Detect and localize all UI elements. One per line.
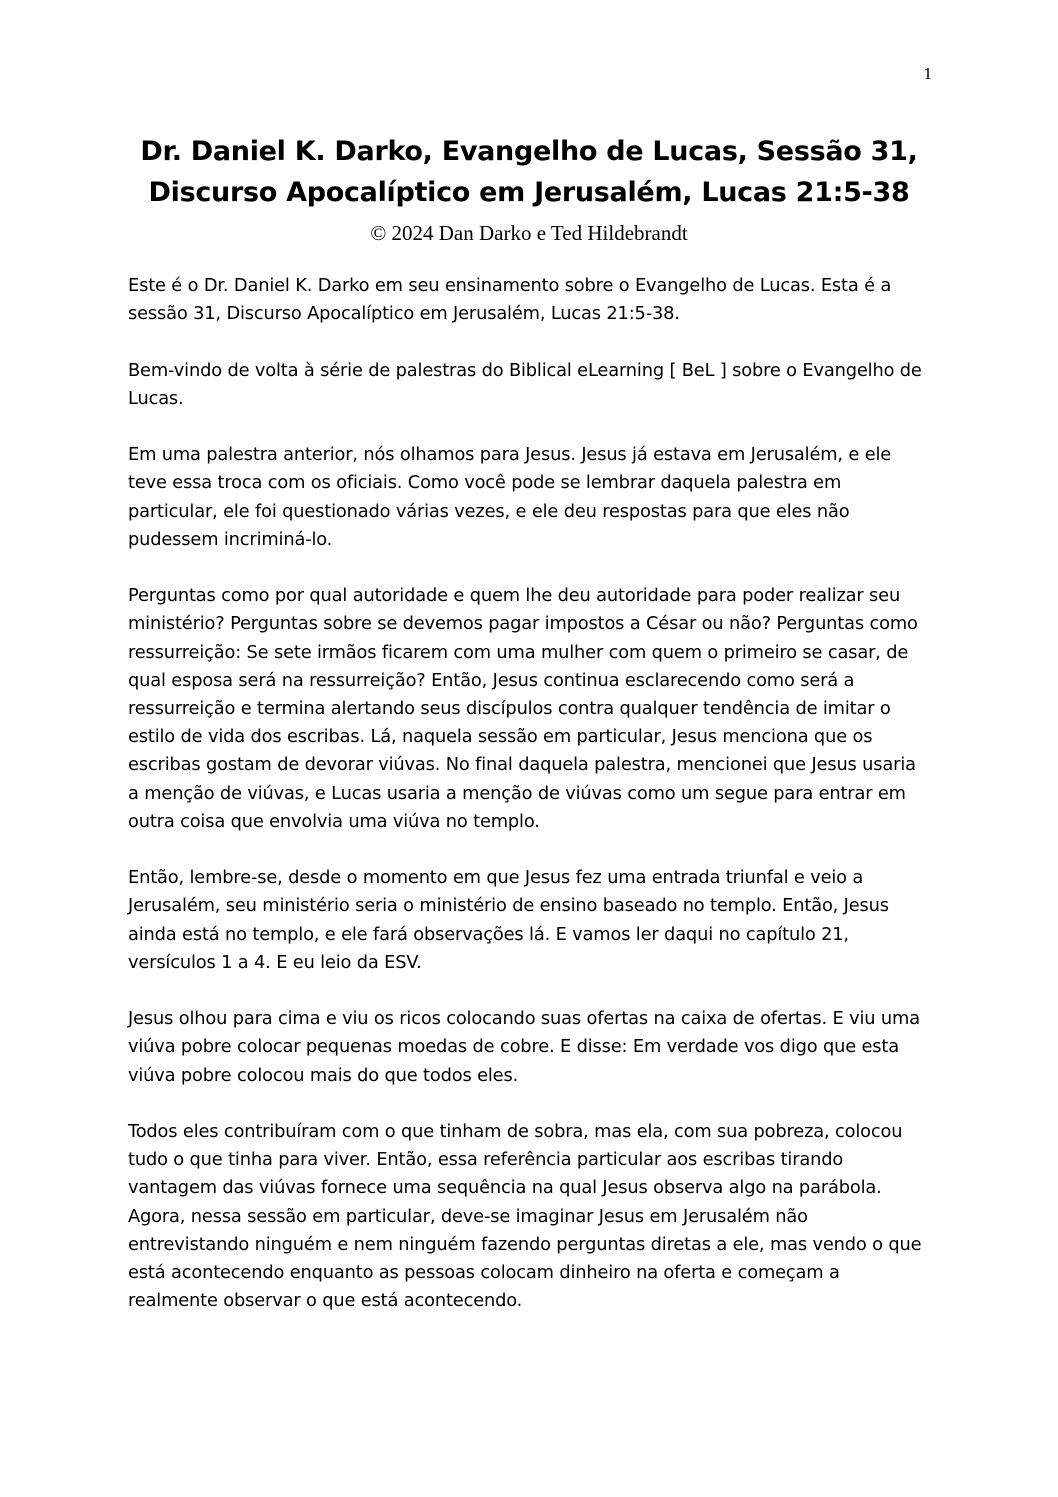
paragraph: Este é o Dr. Daniel K. Darko em seu ensinamento sobre o Evangelho de Lucas. Esta é a sessão 31, Discurso Apocalíptico em Jerusalém, Lucas 21:5-38. — [128, 275, 892, 325]
title-line-1: Dr. Daniel K. Darko, Evangelho de Lucas, Sessão 31, — [140, 136, 918, 167]
paragraph: Bem-vindo de volta à série de palestras do Biblical eLearning [ BeL ] sobre o Evangelho de Lucas. — [128, 359, 922, 409]
document-title — [100, 131, 958, 213]
copyright-line: © 2024 Dan Darko e Ted Hildebrandt — [370, 221, 688, 245]
body-text — [128, 272, 928, 1344]
title-line-2: Discurso Apocalíptico em Jerusalém, Lucas 21:5-38 — [148, 177, 910, 208]
paragraph: Em uma palestra anterior, nós olhamos para Jesus. Jesus já estava em Jerusalém, e ele teve essa troca com os oficiais. Como você pode se lembrar daquela palestra em particular, ele foi questionado várias vezes, e ele deu respostas para que eles não pudessem incriminá-lo. — [128, 444, 892, 550]
paragraph: Todos eles contribuíram com o que tinham de sobra, mas ela, com sua pobreza, colocou tudo o que tinha para viver. Então, essa referência particular aos escribas tirando vantagem das viúvas fornece uma sequência na qual Jesus observa algo na parábola. Agora, nessa sessão em particular, deve-se imaginar Jesus em Jerusalém não entrevistando ninguém e nem ninguém fazendo perguntas diretas a ele, mas vendo o que está acontecendo enquanto as pessoas colocam dinheiro na oferta e começam a realmente observar o que está acontecendo. — [128, 1121, 922, 1312]
page-number: 1 — [923, 64, 932, 83]
paragraph: Perguntas como por qual autoridade e quem lhe deu autoridade para poder realizar seu ministério? Perguntas sobre se devemos pagar impostos a César ou não? Perguntas como ressurreição: Se sete irmãos ficarem com uma mulher com quem o primeiro se casar, de qual esposa será na ressurreição? Então, Jesus continua esclarecendo como será a ressurreição e termina alertando seus discípulos contra qualquer tendência de imitar o estilo de vida dos escribas. Lá, naquela sessão em particular, Jesus menciona que os escribas gostam de devorar viúvas. No final daquela palestra, mencionei que Jesus usaria a menção de viúvas, e Lucas usaria a menção de viúvas como um segue para entrar em outra coisa que envolvia uma viúva no templo. — [128, 585, 918, 832]
paragraph: Jesus olhou para cima e viu os ricos colocando suas ofertas na caixa de ofertas. E viu uma viúva pobre colocar pequenas moedas de cobre. E disse: Em verdade vos digo que esta viúva pobre colocou mais do que todos eles. — [128, 1008, 920, 1086]
paragraph: Então, lembre-se, desde o momento em que Jesus fez uma entrada triunfal e veio a Jerusalém, seu ministério seria o ministério de ensino baseado no templo. Então, Jesus ainda está no templo, e ele fará observações lá. E vamos ler daqui no capítulo 21, versículos 1 a 4. E eu leio da ESV. — [128, 867, 889, 973]
